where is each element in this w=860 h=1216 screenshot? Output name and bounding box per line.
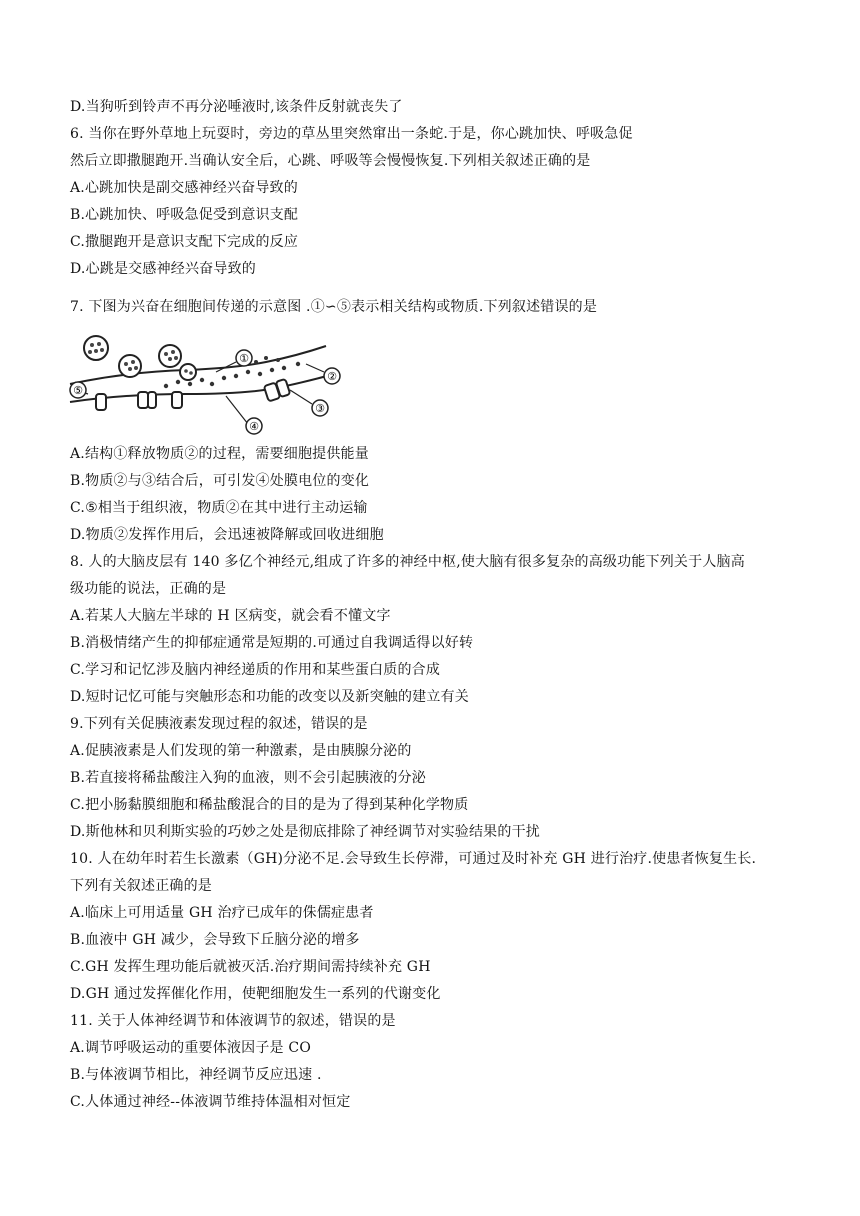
option-9c: C.把小肠黏膜细胞和稀盐酸混合的目的是为了得到某种化学物质: [70, 797, 469, 813]
label-1: ①: [239, 352, 249, 365]
option-10c: C.GH 发挥生理功能后就被灭活.治疗期间需持续补充 GH: [70, 959, 431, 975]
option-11b: B.与体液调节相比，神经调节反应迅速 .: [70, 1067, 322, 1083]
label-3: ③: [315, 402, 325, 415]
label-5: ⑤: [73, 384, 83, 397]
option-11c: C.人体通过神经--体液调节维持体温相对恒定: [70, 1094, 351, 1110]
option-7c: C.⑤相当于组织液，物质②在其中进行主动运输: [70, 500, 368, 516]
question-8: 8. 人的大脑皮层有 140 多亿个神经元,组成了许多的神经中枢,使大脑有很多复杂的高级功能下列关于人脑高: [70, 554, 745, 570]
label-4: ④: [249, 420, 259, 433]
question-6-cont: 然后立即撒腿跑开.当确认安全后，心跳、呼吸等会慢慢恢复.下列相关叙述正确的是: [70, 153, 591, 169]
option-9d: D.斯他林和贝利斯实验的巧妙之处是彻底排除了神经调节对实验结果的干扰: [70, 824, 540, 840]
question-9: 9.下列有关促胰液素发现过程的叙述，错误的是: [70, 716, 368, 732]
option-8b: B.消极情绪产生的抑郁症通常是短期的.可通过自我调适得以好转: [70, 635, 474, 651]
option-6d: D.心跳是交感神经兴奋导致的: [70, 261, 256, 277]
option-7a: A.结构①释放物质②的过程，需要细胞提供能量: [70, 446, 369, 462]
option-8d: D.短时记忆可能与突触形态和功能的改变以及新突触的建立有关: [70, 689, 469, 705]
question-10: 10. 人在幼年时若生长激素（GH)分泌不足.会导致生长停滞，可通过及时补充 GH 进行治疗.使患者恢复生长.: [70, 851, 757, 867]
option-10b: B.血液中 GH 减少，会导致下丘脑分泌的增多: [70, 932, 360, 948]
option-8c: C.学习和记忆涉及脑内神经递质的作用和某些蛋白质的合成: [70, 662, 441, 678]
option-10a: A.临床上可用适量 GH 治疗已成年的侏儒症患者: [70, 905, 374, 921]
question-10-cont: 下列有关叙述正确的是: [70, 878, 212, 894]
synapse-diagram: [66, 332, 346, 436]
option-5d: D.当狗听到铃声不再分泌唾液时,该条件反射就丧失了: [70, 99, 403, 115]
option-9b: B.若直接将稀盐酸注入狗的血液，则不会引起胰液的分泌: [70, 770, 426, 786]
question-6: 6. 当你在野外草地上玩耍时，旁边的草丛里突然窜出一条蛇.于是，你心跳加快、呼吸急促: [70, 126, 633, 142]
option-7b: B.物质②与③结合后，可引发④处膜电位的变化: [70, 473, 370, 489]
question-8-cont: 级功能的说法，正确的是: [70, 581, 227, 597]
question-11: 11. 关于人体神经调节和体液调节的叙述，错误的是: [70, 1013, 396, 1029]
option-11a: A.调节呼吸运动的重要体液因子是 CO: [70, 1040, 311, 1056]
option-6a: A.心跳加快是副交感神经兴奋导致的: [70, 180, 298, 196]
option-9a: A.促胰液素是人们发现的第一种激素，是由胰腺分泌的: [70, 743, 412, 759]
option-10d: D.GH 通过发挥催化作用，使靶细胞发生一系列的代谢变化: [70, 986, 441, 1002]
option-8a: A.若某人大脑左半球的 H 区病变，就会看不懂文字: [70, 608, 391, 624]
option-6c: C.撒腿跑开是意识支配下完成的反应: [70, 234, 299, 250]
question-7: 7. 下图为兴奋在细胞间传递的示意图 .①∽⑤表示相关结构或物质.下列叙述错误的是: [70, 299, 598, 315]
option-7d: D.物质②发挥作用后，会迅速被降解或回收进细胞: [70, 527, 384, 543]
option-6b: B.心跳加快、呼吸急促受到意识支配: [70, 207, 299, 223]
label-2: ②: [327, 370, 337, 383]
